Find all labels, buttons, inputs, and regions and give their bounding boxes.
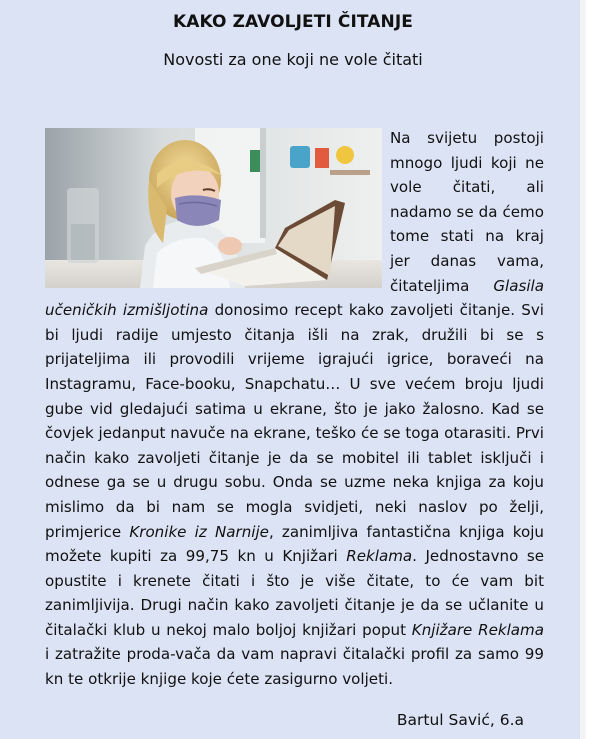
magazine-name: Glasila učeničkih izmišljotina [45, 276, 544, 320]
article-text-1: Na svijetu postoji mnogo ljudi koji ne vole čitati, ali nadamo se da ćemo tome stati na kraj jer danas vama, čitateljima [390, 129, 544, 295]
book-title: Kronike iz Narnije [129, 522, 269, 541]
article-text-2: donosimo recept kako zavoljeti čitanje. Svi bi ljudi radije umjesto čitanja išli na zrak, družili bi se s prijateljima ili provodili vrijeme igrajući igrice, boraveći na Instagramu, Face-booku, Snapchatu… U sve većem broju ljudi gube vid gledajući satima u ekrane, što je jako žalosno. Kad se čovjek jedanput navuče na ekrane, teško će se toga otarasiti. Prvi način kako zavoljeti čitanje je da se mobitel ili tablet isključi i odnese ga se u drugu sobu. Onda se uzme neka knjiga za koju mislimo da bi nam se mogla svidjeti, neki naslov po želji, primjerice [45, 301, 545, 541]
page-subtitle: Novosti za one koji ne vole čitati [163, 50, 423, 69]
page-title: KAKO ZAVOLJETI ČITANJE [173, 12, 413, 32]
page-edge [580, 0, 586, 739]
article-body [45, 126, 544, 692]
author-signature: Bartul Savić, 6.a [396, 711, 524, 729]
store-name: Reklama [346, 547, 413, 566]
store-name-2: Knjižare Reklama [411, 620, 544, 639]
girl-reading-photo [45, 128, 382, 288]
article-text-4: . Jednostavno se opustite i krenete čitati i što je više čitate, to će vam bit zanimljivija. Drugi način kako zavoljeti čitanje je da se učlanite u čitalački klub u nekoj malo boljoj knjižari poput [45, 547, 544, 639]
article-text-5: i zatražite proda-vača da vam napravi čitalački profil za samo 99 kn te otkrije knjige koje ćete zasigurno voljeti. [45, 645, 544, 689]
article-text-3: , zanimljiva fantastična knjiga koju možete kupiti za 99,75 kn u Knjižari [45, 522, 545, 566]
